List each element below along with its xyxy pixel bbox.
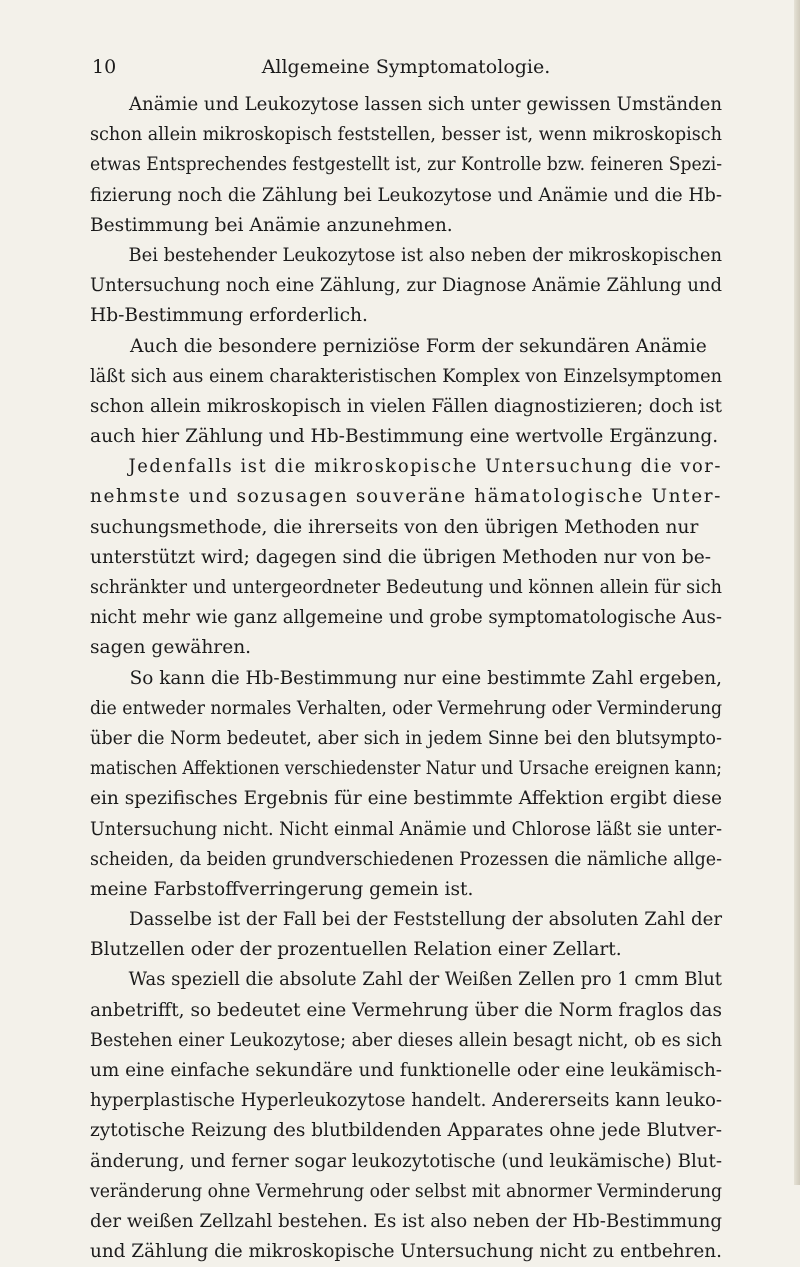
text-line: schon allein mikroskopisch feststellen, besser ist, wenn mikroskopisch: [90, 124, 722, 146]
running-title: Allgemeine Symptomatologie.: [261, 56, 551, 78]
text-line: unterstützt wird; dagegen sind die übrigen Methoden nur von be-: [90, 546, 712, 568]
page-number: 10: [92, 56, 117, 78]
text-line: matischen Affektionen verschiedenster Natur und Ursache ereignen kann;: [90, 758, 722, 780]
text-line: suchungsmethode, die ihrerseits von den übrigen Methoden nur: [90, 516, 699, 538]
text-line: über die Norm bedeutet, aber sich in jedem Sinne bei den blutsympto-: [90, 727, 722, 749]
text-line: Bestehen einer Leukozytose; aber dieses allein besagt nicht, ob es sich: [90, 1029, 722, 1051]
text-line: Untersuchung noch eine Zählung, zur Diagnose Anämie Zählung und: [90, 275, 722, 297]
text-line: sagen gewähren.: [90, 637, 252, 659]
text-line: fizierung noch die Zählung bei Leukozytose und Anämie und die Hb-: [90, 184, 722, 206]
text-line: veränderung ohne Vermehrung oder selbst mit abnormer Verminderung: [90, 1180, 722, 1202]
text-line: schon allein mikroskopisch in vielen Fällen diagnostizieren; doch ist: [90, 395, 722, 417]
page-edge: [794, 0, 800, 1185]
text-line: änderung, und ferner sogar leukozytotische (und leukämische) Blut-: [90, 1150, 722, 1172]
text-line: Bei bestehender Leukozytose ist also neben der mikroskopischen: [128, 244, 722, 266]
text-line: Bestimmung bei Anämie anzunehmen.: [90, 214, 453, 236]
text-line: Dasselbe ist der Fall bei der Feststellung der absoluten Zahl der: [129, 909, 723, 931]
text-line: meine Farbstoffverringerung gemein ist.: [90, 878, 474, 900]
text-line: hyperplastische Hyperleukozytose handelt. Andererseits kann leuko-: [90, 1090, 722, 1112]
body-text: [90, 90, 790, 1267]
text-line: etwas Entsprechendes festgestellt ist, zur Kontrolle bzw. feineren Spezi-: [90, 154, 722, 176]
text-line: der weißen Zellzahl bestehen. Es ist also neben der Hb-Bestimmung: [90, 1210, 722, 1232]
text-line: um eine einfache sekundäre und funktionelle oder eine leukämisch-: [90, 1060, 722, 1081]
text-line: nicht mehr wie ganz allgemeine und grobe symptomatologische Aus-: [90, 607, 722, 629]
text-line: Blutzellen oder der prozentuellen Relation einer Zellart.: [90, 939, 622, 961]
text-line: Untersuchung nicht. Nicht einmal Anämie und Chlorose läßt sie unter-: [90, 818, 722, 840]
text-line: zytotische Reizung des blutbildenden Apparates ohne jede Blutver-: [90, 1120, 722, 1142]
text-line: nehmste und sozusagen souveräne hämatologische Unter-: [90, 486, 722, 508]
text-line: Jedenfalls ist die mikroskopische Untersuchung die vor-: [128, 456, 722, 478]
text-line: Was speziell die absolute Zahl der Weißen Zellen pro 1 cmm Blut: [128, 969, 723, 991]
text-line: läßt sich aus einem charakteristischen Komplex von Einzelsymptomen: [90, 365, 722, 387]
text-line: anbetrifft, so bedeutet eine Vermehrung über die Norm fraglos das: [90, 999, 722, 1021]
text-line: auch hier Zählung und Hb-Bestimmung eine wertvolle Ergänzung.: [90, 426, 719, 448]
text-line: schränkter und untergeordneter Bedeutung und können allein für sich: [90, 577, 722, 598]
text-line: und Zählung die mikroskopische Untersuchung nicht zu entbehren.: [90, 1241, 722, 1263]
text-line: So kann die Hb-Bestimmung nur eine bestimmte Zahl ergeben,: [129, 667, 722, 689]
text-line: ein spezifisches Ergebnis für eine bestimmte Affektion ergibt diese: [90, 788, 722, 810]
text-line: scheiden, da beiden grundverschiedenen Prozessen die nämliche allge-: [90, 848, 722, 870]
text-line: die entweder normales Verhalten, oder Vermehrung oder Verminderung: [90, 697, 722, 719]
text-line: Anämie und Leukozytose lassen sich unter gewissen Umständen: [128, 94, 722, 115]
text-line: Hb-Bestimmung erforderlich.: [90, 305, 368, 327]
page-header: [92, 56, 720, 86]
text-line: Auch die besondere perniziöse Form der sekundären Anämie: [130, 335, 707, 357]
